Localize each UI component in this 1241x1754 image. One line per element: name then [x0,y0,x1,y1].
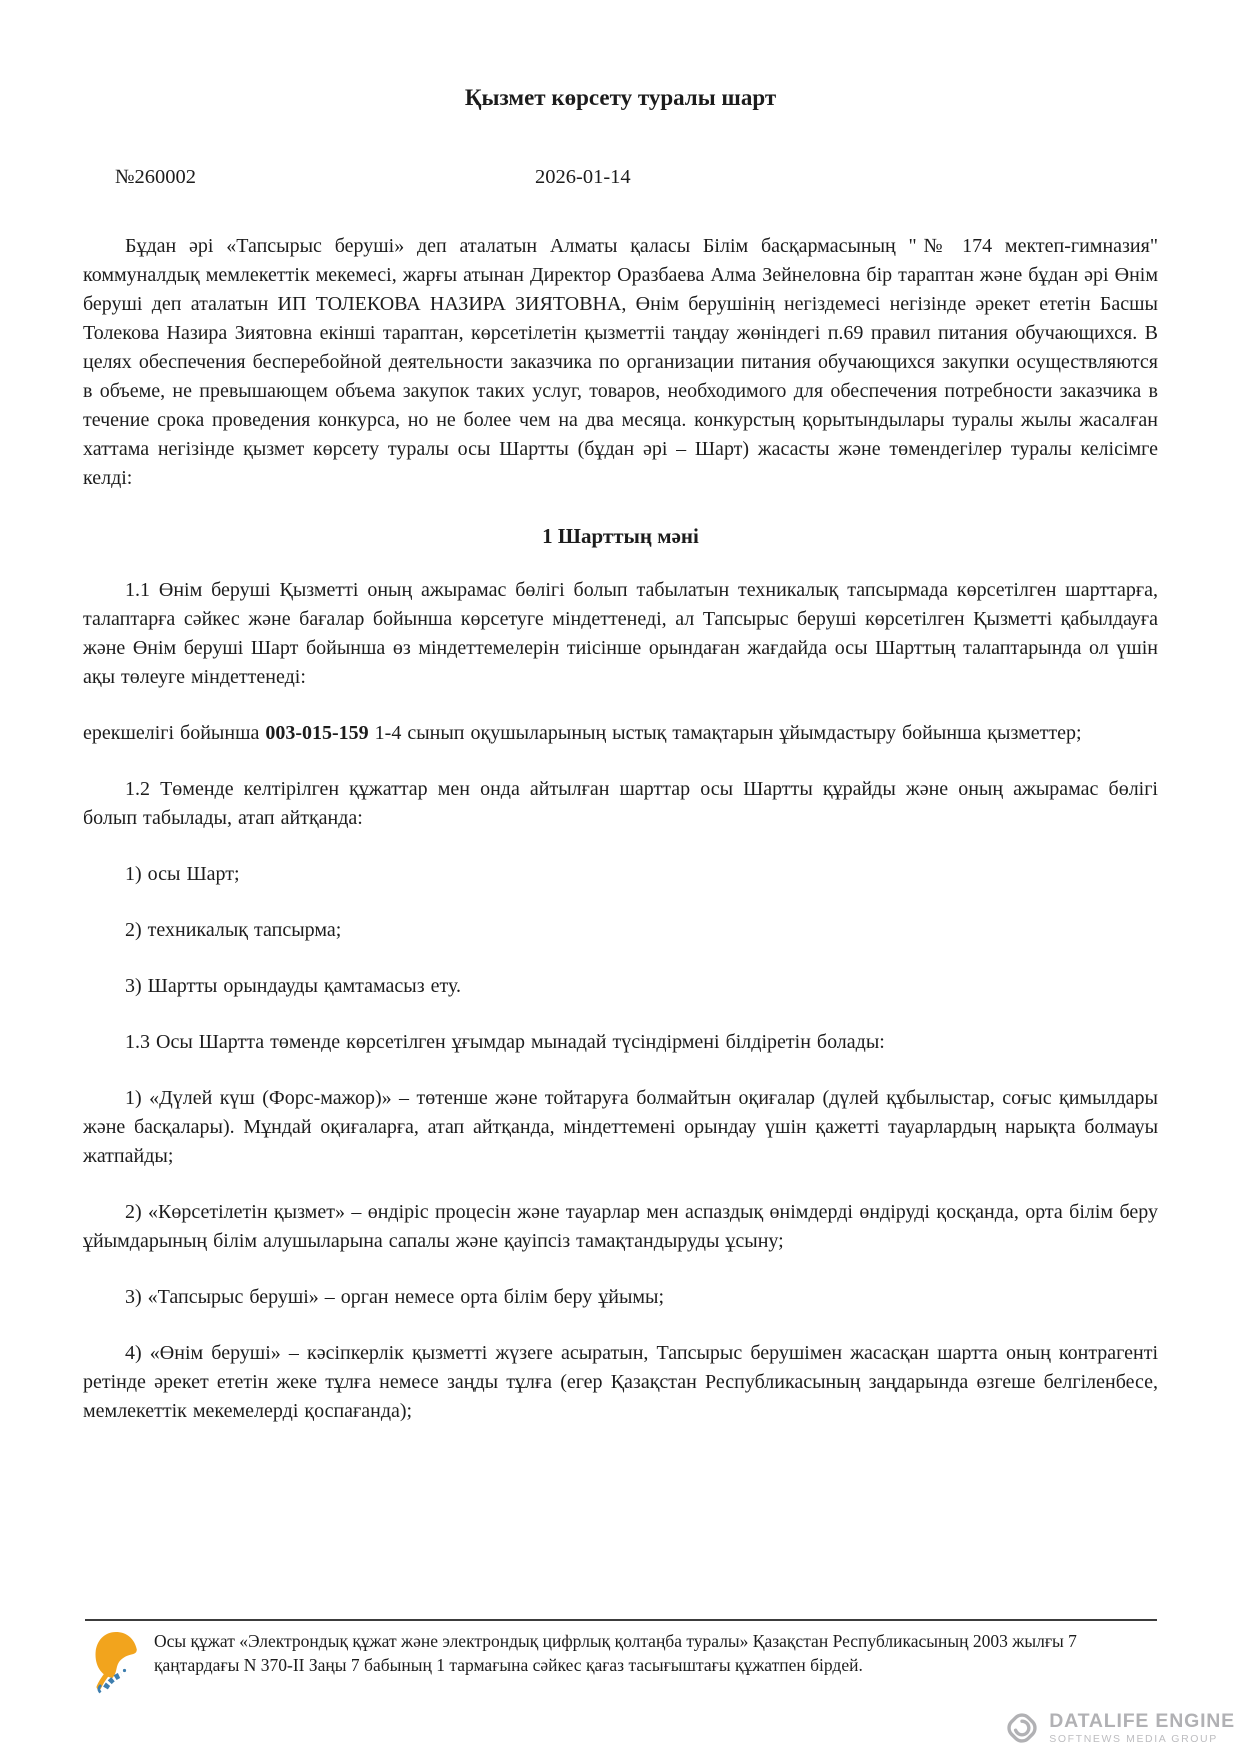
contract-document-item: 2) техникалық тапсырма; [125,919,342,941]
document-number: №260002 [115,166,197,188]
watermark-title: DATALIFE ENGINE [1049,1710,1235,1732]
clause-1-2: 1.2 Төменде келтірілген құжаттар мен онда айтылған шарттар осы Шартты құрайды және оның ажырамас бөлігі болып табылады, атап айтқанда: [83,778,1158,829]
specification-code: 003-015-159 [265,722,369,744]
document-meta [83,166,1158,192]
esign-footer-note: Осы құжат «Электрондық құжат және электрондық цифрлық қолтаңба туралы» Қазақстан Республикасының 2003 жылғы 7 қаңтардағы N 370-II Заңы 7 бабының 1 тармағына сәйкес қағаз тасығыштағы құжатпен бірдей. [154,1631,1077,1675]
contract-document-item: 1) осы Шарт; [125,863,240,885]
section-1-heading: 1 Шарттың мәні [542,524,699,548]
datalife-engine-logo [1004,1710,1235,1746]
contract-document-item: 3) Шартты орындауды қамтамасыз ету. [125,975,461,997]
definition-item: 2) «Көрсетілетін қызмет» – өндіріс процесін және тауарлар мен аспаздық өнімдерді өндіруді қосқанда, орта білім беру ұйымдарының білім алушыларына сапалы және қауіпсіз тамақтандыруды ұсыну; [83,1201,1158,1252]
service-specification [83,719,1158,748]
definition-item: 4) «Өнім беруші» – кәсіпкерлік қызметті жүзеге асыратын, Тапсырыс берушімен жасасқан шартта оның контрагенті ретінде әрекет ететін жеке тұлға немесе заңды тұлға (егер Қазақстан Республикасының заңдарында өзгеше белгіленбесе, мемлекеттік мекемелерді қоспағанда); [83,1342,1158,1422]
intro-paragraph: Бұдан әрі «Тапсырыс беруші» деп аталатын Алматы қаласы Білім басқармасының "№ 174 мектеп-гимназия" коммуналдық мемлекеттік мекемесі, жарғы атынан Директор Оразбаева Алма Зейнеловна бір тараптан және бұдан әрі Өнім беруші деп аталатын ИП ТОЛЕКОВА НАЗИРА ЗИЯТОВНА, Өнім берушінің негіздемесі негізінде әрекет ететін Басшы Толекова Назира Зиятовна екінші тараптан, көрсетілетін қызметтіі таңдау жөніндегі п.69 правил питания обучающихся. В целях обеспечения бесперебойной деятельности заказчика по организации питания обучающихся закупки осуществляются в объеме, не превышающем объема закупок таких услуг, товаров, необходимого для обеспечения потребности заказчика в течение срока проведения конкурса, но не более чем на два месяца. конкурстың қорытындылары туралы жылы жасалған хаттама негізінде қызмет көрсету туралы осы Шартты (бұдан әрі – Шарт) жасасты және төмендегілер туралы келісімге келді: [83,235,1158,489]
specification-suffix: 1-4 сынып оқушыларының ыстық тамақтарын ұйымдастыру бойынша қызметтер; [368,722,1082,744]
watermark-subtitle: SOFTNEWS MEDIA GROUP [1049,1733,1218,1745]
datalife-eye-icon [1004,1710,1040,1746]
specification-prefix: ерекшелігі бойынша [83,722,266,744]
document-date: 2026-01-14 [535,166,631,188]
clause-1-3: 1.3 Осы Шартта төменде көрсетілген ұғымдар мынадай түсіндірмені білдіретін болады: [125,1031,885,1053]
definition-item: 3) «Тапсырыс беруші» – орган немесе орта білім беру ұйымы; [125,1286,665,1308]
definition-item: 1) «Дүлей күш (Форс-мажор)» – төтенше және тойтаруға болмайтын оқиғалар (дүлей құбылыстар, соғыс қимылдары және басқалары). Мұндай оқиғаларға, атап айтқанда, міндеттемені орындау үшін қажетті тауарлардың нарықта болмауы жатпайды; [83,1087,1158,1167]
datalife-engine-text [1049,1711,1235,1745]
esign-footer [85,1619,1157,1696]
clause-1-1: 1.1 Өнім беруші Қызметті оның ажырамас бөлігі болып табылатын техникалық тапсырмада көрсетілген шарттарға, талаптарға сәйкес және бағалар бойынша көрсетуге міндеттенеді, ал Тапсырыс беруші көрсетілген Қызметті қабылдауға және Өнім беруші Шарт бойынша өз міндеттемелерін тиісінше орындаған жағдайда осы Шарттың талаптарында ол үшін ақы төлеуге міндеттенеді: [83,579,1158,688]
document-title: Қызмет көрсету туралы шарт [464,85,777,110]
esign-stamp-icon [93,1630,139,1696]
